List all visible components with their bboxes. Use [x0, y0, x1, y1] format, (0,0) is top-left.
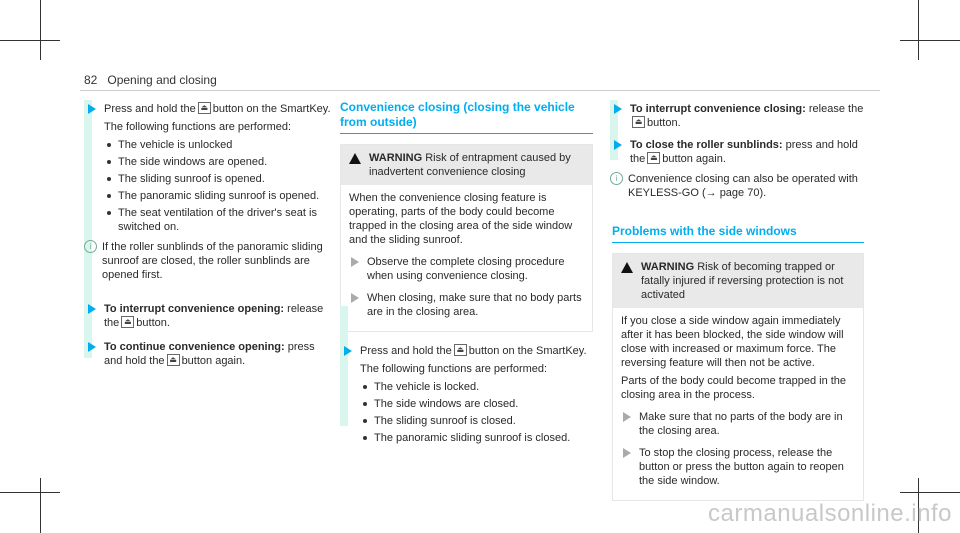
crop-mark: [900, 492, 960, 493]
step: When closing, make sure that no body parts are in the closing area.: [349, 291, 584, 319]
note: i If the roller sunblinds of the panoramic sliding sunroof are closed, the roller sunblinds are opened first.: [84, 240, 331, 282]
step-arrow-icon: [623, 448, 631, 458]
step-arrow-icon: [88, 104, 96, 114]
section-heading: Convenience closing (closing the vehicle from outside): [340, 100, 593, 134]
crop-mark: [0, 40, 60, 41]
step: Press and hold the ⏏ button on the SmartKey. The following functions are performed: The vehicle is locked. The side windows are closed. The sliding sunroof is closed. The panoramic sliding sunroof is closed.: [342, 344, 593, 445]
step-arrow-icon: [88, 304, 96, 314]
crop-mark: [918, 0, 919, 60]
step-arrow-icon: [351, 257, 359, 267]
watermark: carmanualsonline.info: [708, 500, 952, 527]
list-item: The seat ventilation of the driver's seat is switched on.: [104, 206, 331, 234]
function-list: [104, 138, 331, 234]
warning-triangle-icon: [621, 262, 633, 273]
info-icon: i: [84, 240, 97, 253]
step: To interrupt convenience closing: release the⏏ button.: [612, 102, 864, 130]
list-item: The side windows are opened.: [104, 155, 331, 169]
warning-triangle-icon: [349, 153, 361, 164]
key-button-icon: ⏏: [454, 344, 467, 356]
step-arrow-icon: [344, 346, 352, 356]
column-2: [340, 100, 593, 451]
section-heading: Problems with the side windows: [612, 224, 864, 243]
key-button-icon: ⏏: [198, 102, 211, 114]
column-1: [86, 102, 331, 374]
note: i Convenience closing can also be operated with KEYLESS-GO (→ page 70).: [610, 172, 864, 200]
warning-box: WARNING Risk of becoming trapped or fatally injured if reversing protection is not activated If you close a side window again immediately after it has been blocked, the side window will close with increased or maximum force. The reversing feature will then not be active. Parts of the body could become trapped in the closing area in the process. Make sure that no parts of the body are in the closing area. To stop the closing process, release the button or press the button again to reopen the side window.: [612, 253, 864, 501]
step-arrow-icon: [614, 140, 622, 150]
list-item: The panoramic sliding sunroof is opened.: [104, 189, 331, 203]
step: Make sure that no parts of the body are in the closing area.: [621, 410, 855, 438]
step: To continue convenience opening: press and hold the ⏏ button again.: [86, 340, 331, 368]
key-button-icon: ⏏: [167, 354, 180, 366]
step: Observe the complete closing procedure when using convenience closing.: [349, 255, 584, 283]
list-item: The vehicle is unlocked: [104, 138, 331, 152]
step-arrow-icon: [351, 293, 359, 303]
step-arrow-icon: [88, 342, 96, 352]
step: To close the roller sunblinds: press and hold the ⏏ button again.: [612, 138, 864, 166]
step: Press and hold the ⏏ button on the SmartKey. The following functions are performed: The vehicle is unlocked The side windows are opened. The sliding sunroof is opened. The panoramic sliding sunroof is opened. The seat ventilation of the driver's seat is switched on.: [86, 102, 331, 234]
crop-mark: [40, 478, 41, 533]
key-button-icon: ⏏: [121, 316, 134, 328]
key-button-icon: ⏏: [632, 116, 645, 128]
crop-mark: [0, 492, 60, 493]
column-3: [612, 102, 864, 513]
page-number: 82: [84, 73, 98, 87]
step: To stop the closing process, release the button or press the button again to reopen the side window.: [621, 446, 855, 488]
function-list: [360, 380, 593, 445]
step-arrow-icon: [614, 104, 622, 114]
list-item: The sliding sunroof is opened.: [104, 172, 331, 186]
crop-mark: [900, 40, 960, 41]
step-arrow-icon: [623, 412, 631, 422]
crop-mark: [40, 0, 41, 60]
list-item: The sliding sunroof is closed.: [360, 414, 593, 428]
section-title: Opening and closing: [107, 73, 217, 87]
key-button-icon: ⏏: [647, 152, 660, 164]
list-item: The side windows are closed.: [360, 397, 593, 411]
info-icon: i: [610, 172, 623, 185]
step: To interrupt convenience opening: release the ⏏ button.: [86, 302, 331, 330]
header-divider: [80, 90, 880, 91]
list-item: The panoramic sliding sunroof is closed.: [360, 431, 593, 445]
page-header: [84, 73, 217, 87]
warning-box: WARNING Risk of entrapment caused by inadvertent convenience closing When the convenience closing feature is operating, parts of the body could become trapped in the closing area of the side window and the sliding sunroof. Observe the complete closing procedure when using convenience closing. When closing, make sure that no body parts are in the closing area.: [340, 144, 593, 332]
list-item: The vehicle is locked.: [360, 380, 593, 394]
